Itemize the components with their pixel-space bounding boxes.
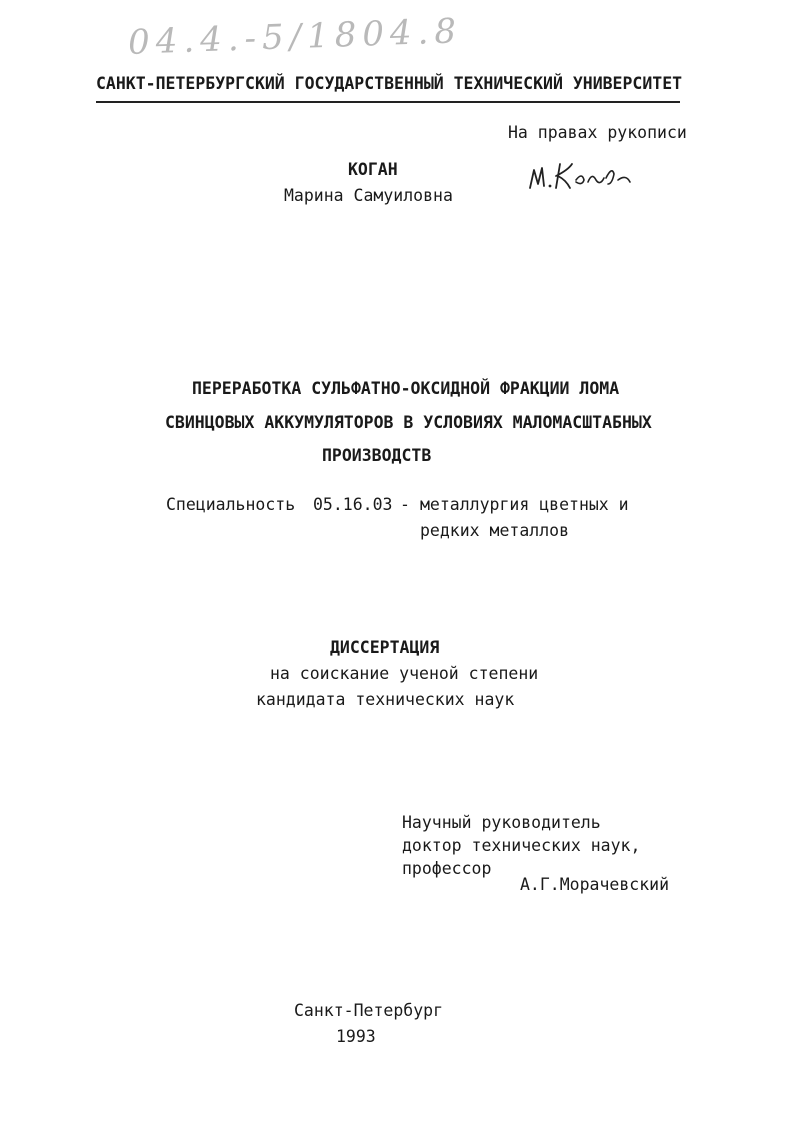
footer-year: 1993 bbox=[336, 1027, 376, 1046]
supervisor-rank: профессор bbox=[402, 859, 492, 878]
dissertation-heading: ДИССЕРТАЦИЯ bbox=[330, 638, 440, 657]
author-surname: КОГАН bbox=[348, 160, 398, 179]
dissertation-line-2: кандидата технических наук bbox=[256, 690, 515, 709]
specialty-dash: - bbox=[400, 495, 410, 514]
manuscript-rights: На правах рукописи bbox=[508, 123, 687, 142]
supervisor-name: А.Г.Морачевский bbox=[520, 875, 670, 894]
dissertation-line-1: на соискание ученой степени bbox=[270, 664, 539, 683]
supervisor-title: Научный руководитель bbox=[402, 813, 601, 832]
footer-city: Санкт-Петербург bbox=[294, 1001, 444, 1020]
author-signature bbox=[526, 158, 636, 194]
supervisor-degree: доктор технических наук, bbox=[402, 836, 641, 855]
title-line-2: СВИНЦОВЫХ АККУМУЛЯТОРОВ В УСЛОВИЯХ МАЛОМАСШТАБНЫХ bbox=[165, 413, 652, 432]
title-line-3: ПРОИЗВОДСТВ bbox=[322, 446, 432, 465]
header-rule bbox=[96, 101, 680, 103]
specialty-description-line-2: редких металлов bbox=[420, 521, 570, 540]
university-name: САНКТ-ПЕТЕРБУРГСКИЙ ГОСУДАРСТВЕННЫЙ ТЕХНИЧЕСКИЙ УНИВЕРСИТЕТ bbox=[96, 74, 683, 93]
specialty-code: 05.16.03 bbox=[313, 495, 393, 514]
specialty-description-line-1: металлургия цветных и bbox=[420, 495, 629, 514]
archive-mark: 04.4.-5/1804.8 bbox=[127, 11, 463, 63]
author-name: Марина Самуиловна bbox=[284, 186, 453, 205]
specialty-label: Специальность bbox=[166, 495, 296, 514]
title-line-1: ПЕРЕРАБОТКА СУЛЬФАТНО-ОКСИДНОЙ ФРАКЦИИ ЛОМА bbox=[192, 379, 620, 398]
